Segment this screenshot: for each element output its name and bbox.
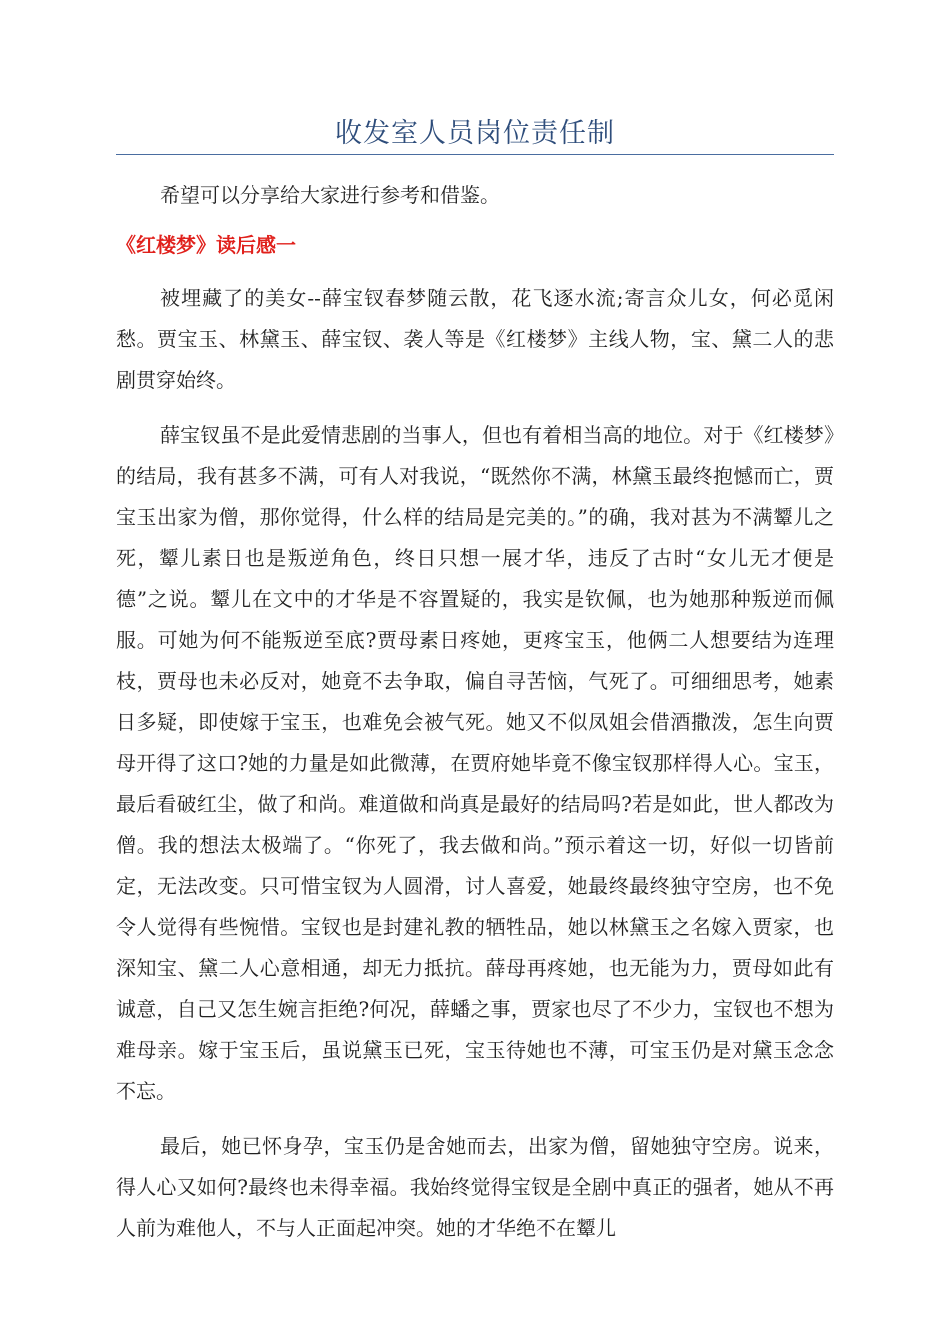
essay-paragraph-2: 薛宝钗虽不是此爱情悲剧的当事人，但也有着相当高的地位。对于《红楼梦》的结局，我有甚多不满，可有人对我说，“既然你不满，林黛玉最终抱憾而亡，贾宝玉出家为僧，那你觉得，什么样的结局是完美的。”的确，我对甚为不满颦儿之死，颦儿素日也是叛逆角色，终日只想一展才华，违反了古时“女儿无才便是德”之说。颦儿在文中的才华是不容置疑的，我实是钦佩，也为她那种叛逆而佩服。可她为何不能叛逆至底?贾母素日疼她，更疼宝玉，他俩二人想要结为连理枝，贾母也未必反对，她竟不去争取，偏自寻苦恼，气死了。可细细思考，她素日多疑，即使嫁于宝玉，也难免会被气死。她又不似凤姐会借酒撒泼，怎生向贾母开得了这口?她的力量是如此微薄，在贾府她毕竟不像宝钗那样得人心。宝玉，最后看破红尘，做了和尚。难道做和尚真是最好的结局吗?若是如此，世人都改为僧。我的想法太极端了。“你死了，我去做和尚。”预示着这一切，好似一切皆前定，无法改变。只可惜宝钗为人圆滑，讨人喜爱，她最终最终独守空房，也不免令人觉得有些惋惜。宝钗也是封建礼教的牺牲品，她以林黛玉之名嫁入贾家，也深知宝、黛二人心意相通，却无力抵抗。薛母再疼她，也无能为力，贾母如此有诚意，自己又怎生婉言拒绝?何况，薛蟠之事，贾家也尽了不少力，宝钗也不想为难母亲。嫁于宝玉后，虽说黛玉已死，宝玉待她也不薄，可宝玉仍是对黛玉念念不忘。 [116, 423, 834, 1103]
section-heading: 《红楼梦》读后感一 [116, 233, 296, 257]
document-title: 收发室人员岗位责任制 [335, 118, 615, 149]
essay-paragraph-1: 被埋藏了的美女--薛宝钗春梦随云散，花飞逐水流;寄言众儿女，何必觅闲愁。贾宝玉、林黛玉、薛宝钗、袭人等是《红楼梦》主线人物，宝、黛二人的悲剧贯穿始终。 [116, 286, 834, 392]
essay-body [116, 278, 834, 1263]
intro-paragraph: 希望可以分享给大家进行参考和借鉴。 [160, 183, 500, 207]
essay-paragraph-3: 最后，她已怀身孕，宝玉仍是舍她而去，出家为僧，留她独守空房。说来，得人心又如何?最终也未得幸福。我始终觉得宝钗是全剧中真正的强者，她从不再人前为难他人，不与人正面起冲突。她的才华绝不在颦儿 [116, 1134, 834, 1240]
title-underline [116, 154, 834, 155]
